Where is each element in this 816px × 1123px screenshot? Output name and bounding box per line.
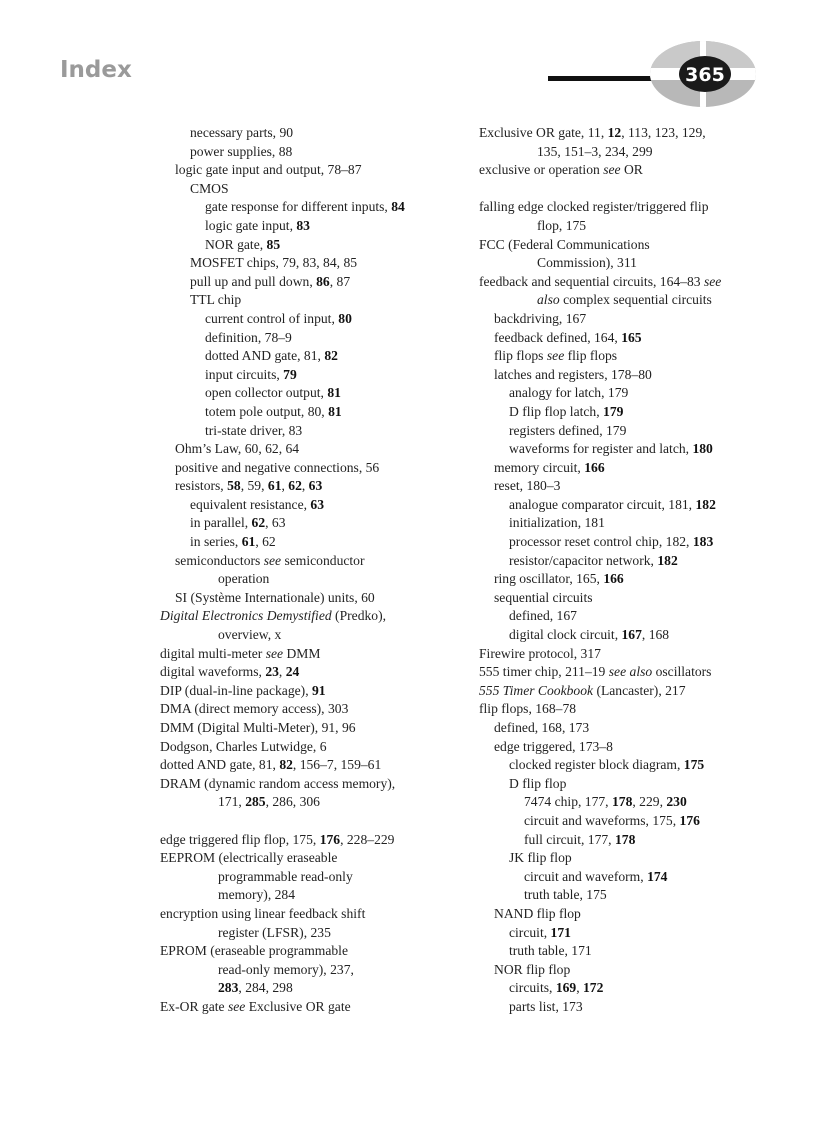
index-entry-continuation: also complex sequential circuits	[537, 292, 712, 308]
index-entry: semiconductors see semiconductor	[175, 552, 365, 568]
index-entry: DRAM (dynamic random access memory),	[160, 775, 396, 791]
index-entry: falling edge clocked register/triggered flip	[479, 199, 709, 215]
index-entry: analogy for latch, 179	[509, 385, 629, 401]
index-entry: analogue comparator circuit, 181, 182	[509, 496, 716, 512]
index-entry: NAND flip flop	[494, 905, 581, 921]
index-entry-continuation: memory), 284	[218, 887, 296, 903]
index-entry-continuation: register (LFSR), 235	[218, 924, 331, 940]
index-entry: edge triggered, 173–8	[494, 738, 613, 754]
index-entry: DMM (Digital Multi-Meter), 91, 96	[160, 720, 356, 735]
index-entry: digital clock circuit, 167, 168	[509, 627, 670, 643]
index-entry: memory circuit, 166	[494, 459, 605, 475]
index-entry: necessary parts, 90	[190, 125, 294, 140]
entry-spacer	[479, 180, 779, 199]
index-entry: resistor/capacitor network, 182	[509, 552, 678, 568]
index-entry: NOR flip flop	[494, 961, 571, 977]
index-entry: 555 timer chip, 211–19 see also oscillators	[479, 664, 712, 680]
index-entry: DIP (dual-in-line package), 91	[160, 682, 326, 698]
index-entry: circuits, 169, 172	[509, 980, 604, 996]
index-entry: Digital Electronics Demystified (Predko),	[160, 608, 387, 624]
index-entry: power supplies, 88	[190, 143, 293, 159]
index-entry-continuation: operation	[218, 571, 270, 587]
index-entry: logic gate input, 83	[205, 217, 310, 233]
index-entry: totem pole output, 80, 81	[205, 403, 342, 419]
index-entry: input circuits, 79	[205, 366, 297, 382]
index-entry: dotted AND gate, 81, 82	[205, 348, 338, 364]
index-entry: open collector output, 81	[205, 385, 341, 401]
page-number-badge	[648, 38, 758, 110]
index-entry: DMA (direct memory access), 303	[160, 701, 349, 717]
index-column-right	[479, 124, 779, 1017]
index-entry: reset, 180–3	[494, 478, 561, 494]
index-entry: sequential circuits	[494, 589, 593, 605]
index-entry: edge triggered flip flop, 175, 176, 228–229	[160, 831, 395, 847]
index-entry: defined, 168, 173	[494, 720, 590, 735]
index-entry: truth table, 171	[509, 943, 592, 959]
index-entry-continuation: 283, 284, 298	[218, 980, 293, 996]
index-entry: EPROM (eraseable programmable	[160, 943, 348, 959]
index-entry: latches and registers, 178–80	[494, 366, 652, 382]
index-entry: initialization, 181	[509, 515, 605, 531]
index-entry: Ex-OR gate see Exclusive OR gate	[160, 998, 351, 1014]
index-entry-continuation: overview, x	[218, 627, 282, 643]
index-entry: circuit, 171	[509, 924, 571, 940]
index-entry: backdriving, 167	[494, 310, 587, 326]
index-entry: EEPROM (electrically eraseable	[160, 850, 338, 866]
index-entry: parts list, 173	[509, 998, 583, 1014]
index-entry: Ohm’s Law, 60, 62, 64	[175, 441, 300, 457]
index-entry: processor reset control chip, 182, 183	[509, 534, 714, 550]
index-entry: 555 Timer Cookbook (Lancaster), 217	[479, 682, 686, 698]
index-entry: feedback defined, 164, 165	[494, 329, 642, 345]
index-entry: Firewire protocol, 317	[479, 645, 601, 661]
index-entry: 7474 chip, 177, 178, 229, 230	[524, 794, 687, 810]
index-entry: truth table, 175	[524, 887, 607, 903]
page-number: 365	[685, 64, 725, 86]
index-entry: equivalent resistance, 63	[190, 496, 324, 512]
index-entry: circuit and waveforms, 175, 176	[524, 812, 700, 828]
index-entry: D flip flop	[509, 775, 567, 791]
index-entry: pull up and pull down, 86, 87	[190, 273, 351, 289]
entry-spacer	[160, 812, 460, 831]
index-entry: registers defined, 179	[509, 422, 627, 438]
index-entry: tri-state driver, 83	[205, 422, 303, 438]
index-entry-continuation: Commission), 311	[537, 255, 637, 271]
index-entry: flip flops, 168–78	[479, 701, 577, 717]
index-entry: full circuit, 177, 178	[524, 831, 636, 847]
index-entry: dotted AND gate, 81, 82, 156–7, 159–61	[160, 757, 382, 773]
index-entry: feedback and sequential circuits, 164–83 see	[479, 273, 722, 289]
index-entry-continuation: 135, 151–3, 234, 299	[537, 143, 653, 159]
page-title: Index	[60, 57, 132, 83]
index-entry: defined, 167	[509, 608, 577, 624]
index-entry: current control of input, 80	[205, 310, 352, 326]
index-entry: D flip flop latch, 179	[509, 403, 624, 419]
index-entry: TTL chip	[190, 292, 242, 308]
index-entry: circuit and waveform, 174	[524, 868, 668, 884]
index-entry: resistors, 58, 59, 61, 62, 63	[175, 478, 323, 494]
index-entry: waveforms for register and latch, 180	[509, 441, 713, 457]
index-column-left	[160, 124, 460, 1017]
index-entry: digital multi-meter see DMM	[160, 645, 321, 661]
index-entry: JK flip flop	[509, 850, 572, 866]
index-entry: logic gate input and output, 78–87	[175, 162, 362, 178]
index-entry: CMOS	[190, 180, 229, 196]
index-entry: exclusive or operation see OR	[479, 162, 643, 178]
index-entry: Exclusive OR gate, 11, 12, 113, 123, 129,	[479, 125, 706, 140]
index-entry-continuation: read-only memory), 237,	[218, 961, 354, 977]
index-entry: definition, 78–9	[205, 329, 292, 345]
index-entry: Dodgson, Charles Lutwidge, 6	[160, 738, 327, 754]
index-entry: FCC (Federal Communications	[479, 236, 650, 252]
index-entry: SI (Système Internationale) units, 60	[175, 589, 375, 605]
index-entry: ring oscillator, 165, 166	[494, 571, 624, 587]
index-entry: in series, 61, 62	[190, 534, 276, 550]
index-entry: in parallel, 62, 63	[190, 515, 286, 531]
index-entry: flip flops see flip flops	[494, 348, 618, 364]
index-entry-continuation: 171, 285, 286, 306	[218, 794, 320, 810]
index-entry: clocked register block diagram, 175	[509, 757, 705, 773]
index-entry-continuation: flop, 175	[537, 217, 587, 233]
index-entry: positive and negative connections, 56	[175, 459, 380, 475]
index-entry: gate response for different inputs, 84	[205, 199, 405, 215]
index-entry-continuation: programmable read-only	[218, 868, 353, 884]
index-entry: NOR gate, 85	[205, 236, 281, 252]
index-entry: encryption using linear feedback shift	[160, 905, 366, 921]
index-entry: MOSFET chips, 79, 83, 84, 85	[190, 255, 358, 271]
index-entry: digital waveforms, 23, 24	[160, 664, 300, 680]
